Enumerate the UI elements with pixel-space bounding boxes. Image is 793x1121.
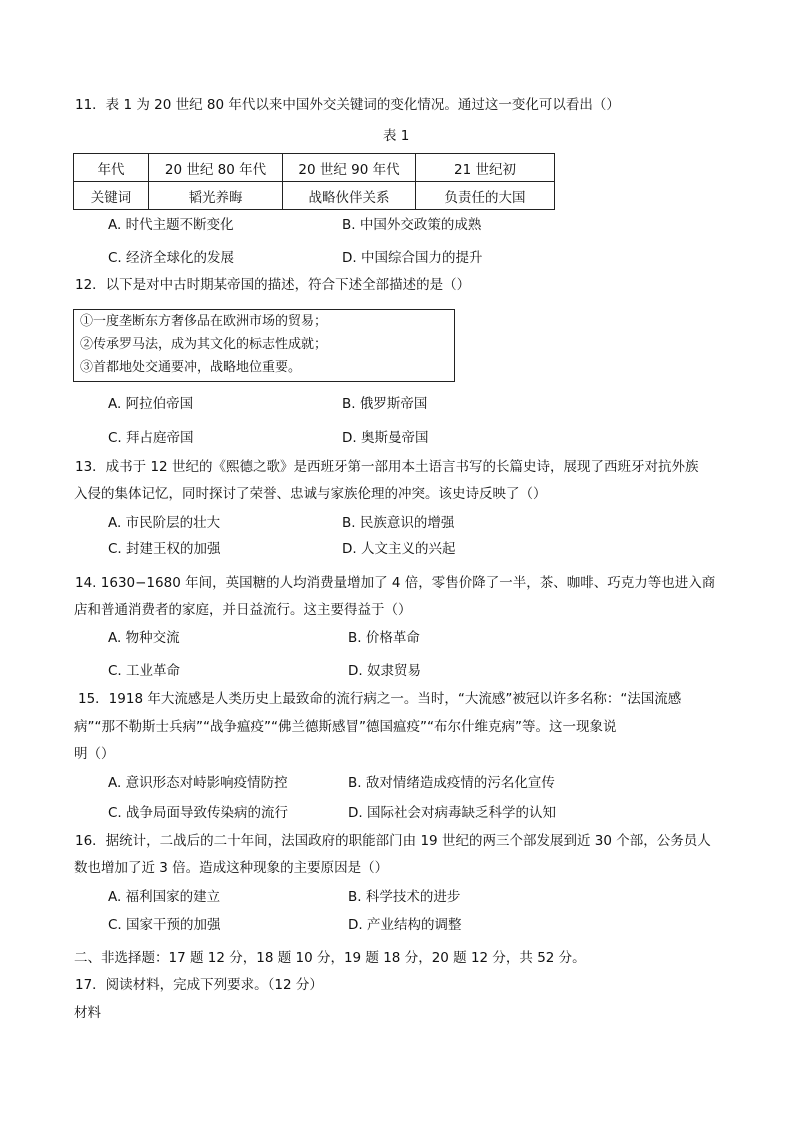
table-cell: 20 世纪 80 年代 (149, 154, 283, 182)
q11-option-b: B. 中国外交政策的成熟 (342, 217, 482, 233)
q13-stem-line2: 入侵的集体记忆，同时探讨了荣誉、忠诚与家族伦理的冲突。该史诗反映了（） (74, 486, 547, 502)
q12-stem: 12．以下是对中古时期某帝国的描述，符合下述全部描述的是（） (75, 277, 471, 293)
q12-option-c: C. 拜占庭帝国 (108, 430, 194, 446)
q11-stem: 11．表 1 为 20 世纪 80 年代以来中国外交关键词的变化情况。通过这一变化可以看出（） (75, 97, 620, 113)
q13-option-d: D. 人文主义的兴起 (342, 541, 456, 557)
q15-option-a: A. 意识形态对峙影响疫情防控 (108, 775, 288, 791)
q16-stem-line2: 数也增加了近 3 倍。造成这种现象的主要原因是（） (74, 860, 389, 876)
q15-option-c: C. 战争局面导致传染病的流行 (108, 805, 289, 821)
q14-stem-line2: 店和普通消费者的家庭，并日益流行。这主要得益于（） (74, 602, 412, 618)
material-label: 材料 (74, 1005, 101, 1021)
q13-option-a: A. 市民阶层的壮大 (108, 515, 221, 531)
q14-stem-line1: 14. 1630−1680 年间，英国糖的人均消费量增加了 4 倍，零售价降了一半，茶、咖啡、巧克力等也进入商 (75, 575, 716, 591)
table-header-row (74, 154, 555, 182)
q14-option-c: C. 工业革命 (108, 663, 181, 679)
table-cell: 韬光养晦 (149, 182, 283, 210)
q15-stem-line1: 15．1918 年大流感是人类历史上最致命的流行病之一。当时，“大流感”被冠以许多名称：“法国流感 (78, 691, 682, 707)
q11-option-c: C. 经济全球化的发展 (108, 250, 235, 266)
q12-option-d: D. 奥斯曼帝国 (342, 430, 429, 446)
table-cell: 战略伙伴关系 (283, 182, 416, 210)
q16-option-c: C. 国家干预的加强 (108, 917, 221, 933)
box-line: ③首都地处交通要冲，战略地位重要。 (80, 360, 302, 375)
table-cell: 年代 (74, 154, 149, 182)
q14-option-b: B. 价格革命 (348, 630, 420, 646)
q14-option-d: D. 奴隶贸易 (348, 663, 421, 679)
q13-stem-line1: 13．成书于 12 世纪的《熙德之歌》是西班牙第一部用本土语言书写的长篇史诗，展现了西班牙对抗外族 (75, 459, 699, 475)
q15-option-b: B. 敌对情绪造成疫情的污名化宣传 (348, 775, 555, 791)
table-cell: 20 世纪 90 年代 (283, 154, 416, 182)
q15-stem-line3: 明（） (74, 746, 115, 762)
q15-stem-line2: 病”“那不勒斯士兵病”“战争瘟疫”“佛兰德斯感冒”德国瘟疫”“布尔什维克病”等。这一现象说 (74, 719, 617, 735)
q14-option-a: A. 物种交流 (108, 630, 180, 646)
section-2-heading: 二、非选择题：17 题 12 分，18 题 10 分，19 题 18 分，20 题 12 分，共 52 分。 (74, 950, 586, 966)
q16-option-b: B. 科学技术的进步 (348, 889, 461, 905)
q16-option-a: A. 福利国家的建立 (108, 889, 221, 905)
q16-option-d: D. 产业结构的调整 (348, 917, 462, 933)
table-cell: 负责任的大国 (416, 182, 555, 210)
q13-option-c: C. 封建王权的加强 (108, 541, 221, 557)
q12-option-a: A. 阿拉伯帝国 (108, 396, 194, 412)
q17-stem: 17．阅读材料，完成下列要求。（12 分） (75, 977, 323, 993)
box-line: ①一度垄断东方奢侈品在欧洲市场的贸易； (80, 314, 328, 329)
q13-option-b: B. 民族意识的增强 (342, 515, 455, 531)
q16-stem-line1: 16．据统计，二战后的二十年间，法国政府的职能部门由 19 世纪的两三个部发展到近 30 个部，公务员人 (75, 833, 711, 849)
table-cell: 关键词 (74, 182, 149, 210)
table-cell: 21 世纪初 (416, 154, 555, 182)
q12-description-box (73, 309, 455, 382)
q11-option-a: A. 时代主题不断变化 (108, 217, 234, 233)
q11-option-d: D. 中国综合国力的提升 (342, 250, 483, 266)
table-caption: 表 1 (383, 128, 410, 144)
box-line: ②传承罗马法，成为其文化的标志性成就； (80, 337, 328, 352)
diplomacy-keywords-table (73, 153, 555, 210)
q15-option-d: D. 国际社会对病毒缺乏科学的认知 (348, 805, 556, 821)
table-row (74, 182, 555, 210)
q12-option-b: B. 俄罗斯帝国 (342, 396, 428, 412)
